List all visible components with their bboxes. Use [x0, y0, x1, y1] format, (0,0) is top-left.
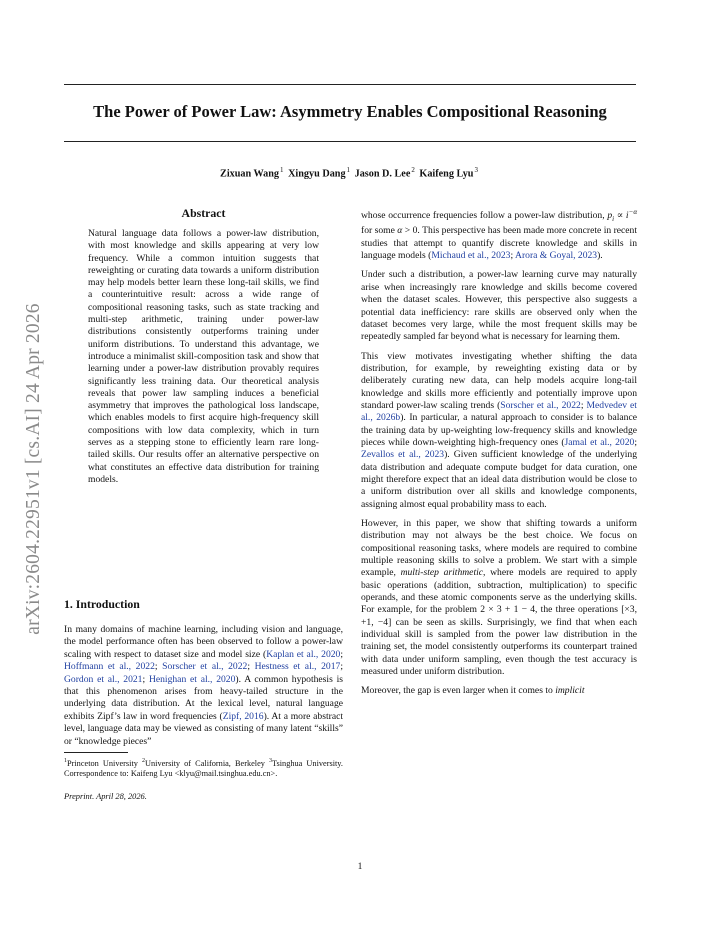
italic-text: multi-step arithmetic	[400, 567, 484, 579]
text-run: ;	[340, 661, 343, 673]
affiliation-text: Princeton University	[67, 758, 143, 768]
italic-text: implicit	[555, 685, 585, 697]
citation-link[interactable]: Hestness et al., 2017	[254, 661, 341, 673]
page-number: 1	[357, 862, 363, 872]
text-run: ;	[142, 673, 149, 685]
citation-link[interactable]: Jamal et al., 2020	[564, 436, 635, 448]
citation-link[interactable]: Henighan et al., 2020	[148, 673, 236, 685]
text-run: , where models are required to apply basic operations (addition, subtraction, multiplication) to specific operands, and these atomic components serve as the underlying skills. For example, for the problem 2 × 3 + 1 − 4, the three operations [×3, +1, −4] can be seen as skills. Surprisingly, we find that when each individual skill is sampled from the power law distribution in the training set, the model consistently outperforms its counterpart trained with data under uniform sampling, even though the test accuracy is measured under uniform distribution.	[361, 567, 638, 678]
citation-link[interactable]: Michaud et al., 2023	[431, 250, 511, 262]
abstract-heading: Abstract	[181, 206, 226, 220]
affiliation-text: University of California, Berkeley	[145, 758, 270, 768]
text-run: In many domains of machine learning, including vision and language, the model performance often has been observed to follow a power-law scaling with respect to dataset size and model size (	[64, 624, 343, 660]
right-column	[361, 206, 637, 705]
preprint-date: Preprint. April 28, 2026.	[64, 792, 147, 801]
text-run: ).	[597, 250, 603, 262]
body-paragraph	[361, 685, 637, 697]
citation-link[interactable]: Sorscher et al., 2022	[162, 661, 248, 673]
title-bottom-rule	[64, 141, 636, 142]
author-name: Xingyu Dang	[288, 168, 346, 180]
text-run: ;	[340, 648, 344, 660]
body-paragraph	[361, 206, 637, 262]
italic-text: i	[625, 210, 629, 222]
affiliation-footnote	[64, 756, 343, 780]
text-run: ). At a more abstract level, language data may be viewed as consisting of many latent “skills” or “knowledge pieces”	[64, 710, 343, 747]
body-paragraph	[361, 518, 637, 678]
text-run: This view motivates investigating whether shifting the data distribution, for example, by reweighting existing data or by deliberately curating new data, can help models acquire long-tail knowledge and skills more efficiently and potentially improve upon standard power-law scaling trends (	[361, 350, 637, 411]
citation-link[interactable]: Arora & Goyal, 2023	[515, 250, 598, 262]
text-run: ). Given sufficient knowledge of the underlying data distribution and adequate compute budget for data curation, one might therefore expect that an ideal data distribution would be close to a uniform distribution over all skills and knowledge components, assigning almost equal probability mass to each.	[361, 449, 638, 510]
paper-title: The Power of Power Law: Asymmetry Enables Compositional Reasoning	[93, 102, 607, 121]
title-top-rule	[64, 84, 636, 85]
footnote-mark: 3	[269, 758, 273, 764]
text-run: However, in this paper, we show that shifting towards a uniform distribution may not always be the best choice. We focus on compositional reasoning tasks, where models are required to combine multiple reasoning skills to solve a problem. We start with a simple example,	[361, 518, 637, 579]
author-name: Zixuan Wang	[220, 168, 280, 180]
abstract-body: Natural language data follows a power-law distribution, with most knowledge and skills appearing at very low frequency. While a common intuition suggests that reweighting or curating data towards a uniform distribution may help models better learn these long-tail skills, we find a counterintuitive result: across a wide range of compositional reasoning tasks, such as state tracking and multi-step arithmetic, training under power-law distributions consistently outperforms training under uniform distributions. To understand this advantage, we introduce a minimalist skill-composition task and show that learning under a power-law distribution provably requires significantly less training data. Our theoretical analysis reveals that power law sampling induces a beneficial asymmetry that improves the pathological loss landscape, which enables models to first acquire high-frequency skill compositions with low data complexity, which in turn serves as a stepping stone to efficiently learn rare long-tailed skills. Our results offer an alternative perspective on what constitutes an effective data distribution for training models.	[88, 228, 319, 485]
author-name: Kaifeng Lyu	[419, 168, 474, 180]
text-run: ;	[510, 250, 516, 262]
text-run: Moreover, the gap is even larger when it comes to	[361, 685, 556, 697]
arxiv-identifier-stamp	[20, 262, 48, 676]
left-column	[64, 206, 344, 801]
author-list	[64, 166, 636, 179]
author-affiliation-mark: 1	[280, 166, 284, 174]
text-run: ). A common hypothesis is that this phenomenon arises from heavy-tailed structure in the underlying data distribution. At the lexical level, natural language exhibits Zipf’s law in word frequencies (	[64, 673, 343, 722]
author-affiliation-mark: 3	[474, 166, 478, 174]
text-run: ). In particular, a natural approach to consider is to balance the training data by up-weighting low-frequency skills and knowledge pieces while down-weighting high-frequency ones (	[361, 412, 637, 448]
introduction-paragraph	[64, 624, 343, 748]
text-run: for some	[361, 225, 398, 237]
italic-text: α	[397, 225, 403, 237]
citation-link[interactable]: Zevallos et al., 2023	[361, 449, 445, 461]
footnote-mark: 1	[64, 758, 67, 764]
italic-text: p	[607, 210, 613, 222]
footnote-rule	[64, 752, 128, 753]
text-run: > 0. This perspective has been made more concrete in recent studies that attempt to quantify discrete knowledge and skills in language models (	[361, 225, 638, 262]
math-superscript: −α	[628, 208, 637, 216]
text-run: ;	[634, 436, 637, 448]
text-run: ∝	[614, 210, 626, 222]
introduction-heading: 1. Introduction	[64, 597, 140, 611]
affiliation-text: Tsinghua University. Correspondence to: Kaifeng Lyu <klyu@mail.tsinghua.edu.cn>.	[64, 758, 343, 779]
math-subscript: i	[612, 215, 615, 224]
author-name: Jason D. Lee	[354, 168, 411, 180]
author-affiliation-mark: 1	[346, 166, 351, 174]
citation-link[interactable]: Hoffmann et al., 2022	[64, 661, 155, 673]
citation-link[interactable]: Kaplan et al., 2020	[266, 648, 341, 660]
author-affiliation-mark: 2	[411, 166, 415, 174]
text-run: ;	[580, 399, 587, 411]
text-run: ;	[247, 661, 255, 673]
footnote-mark: 2	[142, 758, 146, 764]
citation-link[interactable]: Zipf, 2016	[222, 710, 264, 722]
arxiv-stamp-text: arXiv:2604.22951v1 [cs.AI] 24 Apr 2026	[23, 303, 44, 635]
body-paragraph: Under such a distribution, a power-law learning curve may naturally arise when increasingly rare knowledge and skills become covered when the dataset scales. However, this perspective also suggests a potential data inefficiency: rare skills are observed only when the dataset becomes very large, while the most frequent skills may be repeatedly sampled far beyond what is necessary for learning them.	[361, 269, 637, 343]
text-run: whose occurrence frequencies follow a power-law distribution,	[361, 210, 608, 222]
citation-link[interactable]: Gordon et al., 2021	[64, 673, 143, 685]
text-run: ;	[154, 661, 163, 673]
body-paragraph	[361, 351, 637, 511]
citation-link[interactable]: Medvedev et al., 2026b	[361, 399, 637, 424]
citation-link[interactable]: Sorscher et al., 2022	[500, 399, 581, 411]
